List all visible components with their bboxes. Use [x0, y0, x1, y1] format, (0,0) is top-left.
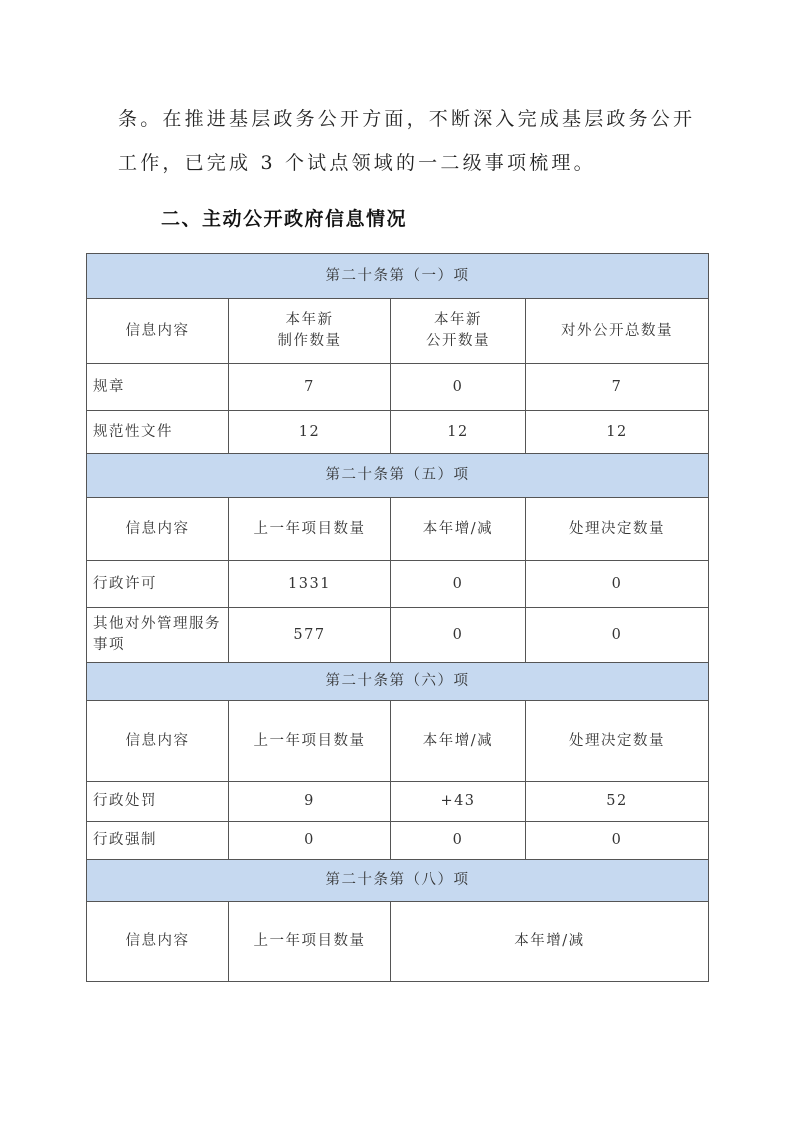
- cell-value: 0: [229, 822, 391, 860]
- column-header: 本年增/减: [391, 902, 709, 982]
- table-row: [87, 411, 709, 454]
- cell-value: 9: [229, 782, 391, 822]
- section-title: 第二十条第（八）项: [87, 860, 709, 902]
- column-header: 本年新 公开数量: [391, 299, 526, 364]
- row-label: 行政强制: [87, 822, 229, 860]
- table-row: [87, 561, 709, 608]
- table-row: [87, 822, 709, 860]
- column-header: 上一年项目数量: [229, 701, 391, 782]
- cell-value: 0: [526, 608, 709, 663]
- column-header: 信息内容: [87, 299, 229, 364]
- body-paragraph-line-1: 条。在推进基层政务公开方面，不断深入完成基层政务公开: [118, 108, 696, 130]
- cell-value: 0: [391, 608, 526, 663]
- row-label: 行政处罚: [87, 782, 229, 822]
- column-header: 本年增/减: [391, 701, 526, 782]
- column-header: 本年新 制作数量: [229, 299, 391, 364]
- body-paragraph-line-2: 工作，已完成 3 个试点领域的一二级事项梳理。: [118, 152, 596, 174]
- section-title-row: [87, 254, 709, 299]
- row-label: 规范性文件: [87, 411, 229, 454]
- section-title: 第二十条第（六）项: [87, 663, 709, 701]
- column-header-row: [87, 498, 709, 561]
- cell-value: +43: [391, 782, 526, 822]
- section-title-row: [87, 860, 709, 902]
- cell-value: 12: [526, 411, 709, 454]
- cell-value: 0: [526, 561, 709, 608]
- section-title: 第二十条第（五）项: [87, 454, 709, 498]
- table-row: [87, 364, 709, 411]
- column-header: 处理决定数量: [526, 498, 709, 561]
- column-header-row: [87, 902, 709, 982]
- section-title-row: [87, 454, 709, 498]
- row-label: 行政许可: [87, 561, 229, 608]
- cell-value: 52: [526, 782, 709, 822]
- cell-value: 0: [391, 364, 526, 411]
- column-header: 处理决定数量: [526, 701, 709, 782]
- cell-value: 7: [526, 364, 709, 411]
- column-header: 对外公开总数量: [526, 299, 709, 364]
- cell-value: 12: [391, 411, 526, 454]
- column-header: 本年增/减: [391, 498, 526, 561]
- cell-value: 7: [229, 364, 391, 411]
- column-header-row: [87, 701, 709, 782]
- column-header-row: [87, 299, 709, 364]
- row-label: 其他对外管理服务事项: [87, 608, 229, 663]
- section-title-row: [87, 663, 709, 701]
- column-header: 信息内容: [87, 902, 229, 982]
- cell-value: 12: [229, 411, 391, 454]
- cell-value: 0: [391, 822, 526, 860]
- section-heading: 二、主动公开政府信息情况: [161, 208, 408, 230]
- column-header: 上一年项目数量: [229, 902, 391, 982]
- cell-value: 0: [391, 561, 526, 608]
- table-row: [87, 782, 709, 822]
- disclosure-table: [86, 253, 709, 982]
- cell-value: 577: [229, 608, 391, 663]
- table-row: [87, 608, 709, 663]
- column-header: 信息内容: [87, 701, 229, 782]
- row-label: 规章: [87, 364, 229, 411]
- section-title: 第二十条第（一）项: [87, 254, 709, 299]
- cell-value: 1331: [229, 561, 391, 608]
- cell-value: 0: [526, 822, 709, 860]
- column-header: 上一年项目数量: [229, 498, 391, 561]
- column-header: 信息内容: [87, 498, 229, 561]
